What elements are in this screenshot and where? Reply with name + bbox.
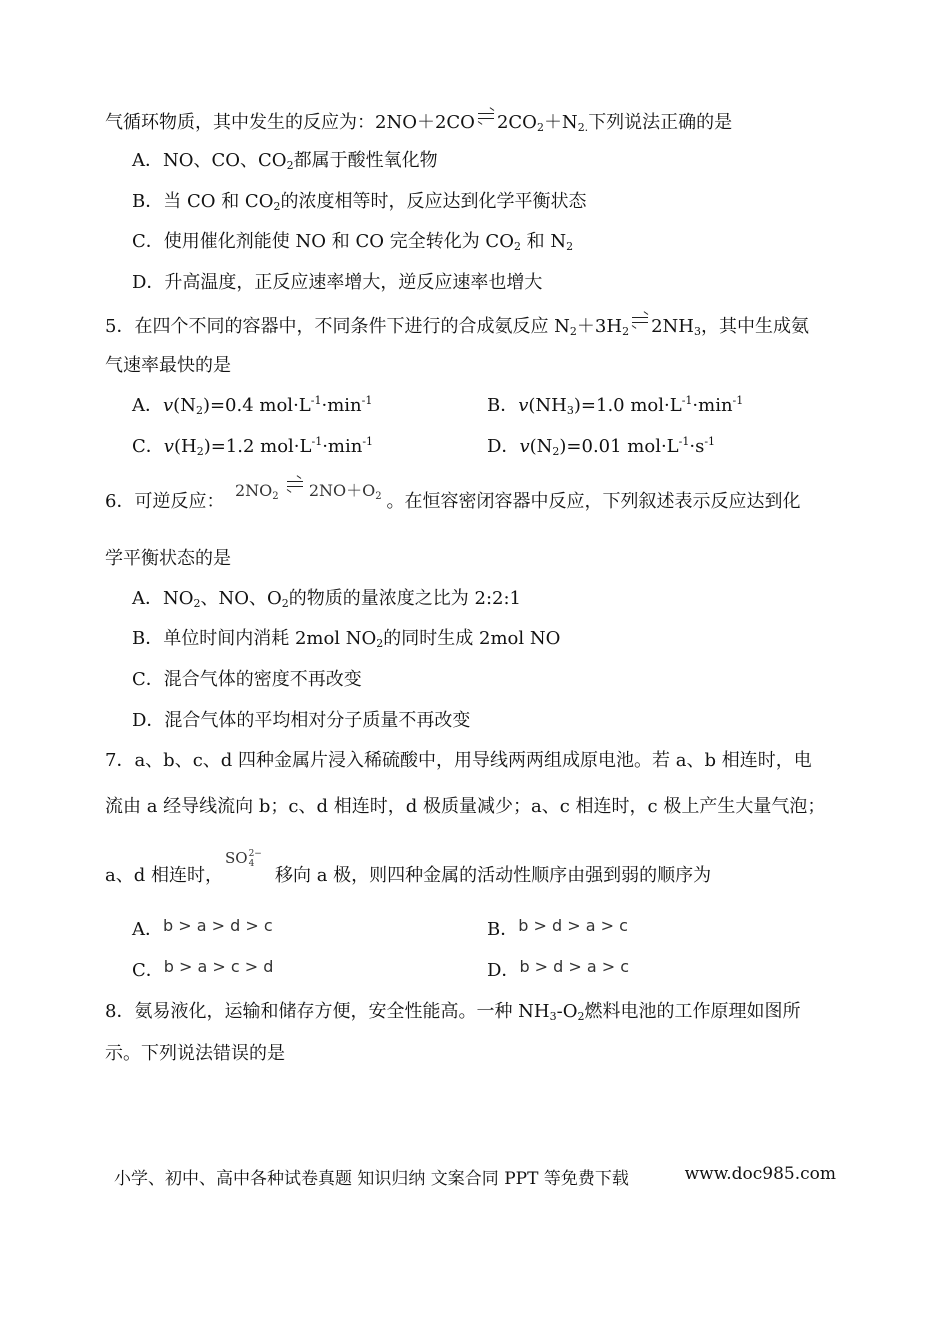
q7-option-a: A．b > a > d > c	[132, 916, 273, 940]
q7-stem-line1: 7．a、b、c、d 四种金属片浸入稀硫酸中，用导线两两组成原电池。若 a、b 相连时，电	[105, 750, 812, 771]
footer-text: 小学、初中、高中各种试卷真题 知识归纳 文案合同 PPT 等免费下载	[114, 1169, 629, 1189]
q5-option-b: B．$v(NH_3)=1.0$ $mol\cdot L^{-1}\cdot\min^{-1}$	[487, 394, 744, 417]
equilibrium-arrow-icon	[629, 312, 651, 330]
page-footer	[114, 1164, 836, 1189]
q7-option-d: D．b > d > a > c	[487, 957, 630, 981]
intro-line: 气循环物质，其中发生的反应为：2NO＋2CO $2CO_2+N_{2.}$下列说法正确的是	[105, 108, 732, 135]
q5-option-d: D．$v(N_2)=0.01$ $mol\cdot L^{-1}\cdot s^{-1}$	[487, 435, 716, 458]
q6-option-a: A．$NO_2$、NO、$O_2$的物质的量浓度之比为 2:2:1	[132, 588, 521, 610]
q5-stem-line2: 气速率最快的是	[105, 355, 231, 376]
footer-link[interactable]: www.doc985.com	[684, 1164, 836, 1184]
q7-stem-line2: 流由 a 经导线流向 b；c、d 相连时，d 极质量减少；a、c 相连时，c 极上产生大量气泡；	[105, 796, 826, 817]
q7-option-b: B．b > d > a > c	[487, 916, 628, 940]
q8-stem-line1: 8．氨易液化，运输和储存方便，安全性能高。一种 $NH_3-O_2$燃料电池的工作原理如图所	[105, 1001, 801, 1023]
q4-option-b: B．当 CO 和 $CO_2$的浓度相等时，反应达到化学平衡状态	[132, 191, 587, 213]
q7-option-c: C．b > a > c > d	[132, 957, 274, 981]
q4-option-c: C．使用催化剂能使 NO 和 CO 完全转化为 $CO_2$ 和 $N_2$	[132, 231, 574, 253]
equilibrium-arrow-icon	[475, 108, 497, 126]
q6-option-d: D．混合气体的平均相对分子质量不再改变	[132, 710, 471, 731]
sulfate-ion-image: SO2− 4	[225, 849, 262, 869]
q5-stem-line1: 5．在四个不同的容器中，不同条件下进行的合成氨反应 $N_2+3H_2$ $2NH_3$，其中生成氨	[105, 312, 809, 339]
q5-option-a: A．$v(N_2)=0.4$ $mol\cdot L^{-1}\cdot\min^{-1}$	[132, 394, 373, 417]
q6-option-b: B．单位时间内消耗 2mol $NO_2$的同时生成 2mol NO	[132, 628, 561, 650]
q6-option-c: C．混合气体的密度不再改变	[132, 669, 362, 690]
q4-option-d: D．升高温度，正反应速率增大，逆反应速率也增大	[132, 272, 543, 293]
q5-option-c: C．$v(H_2)=1.2$ $mol\cdot L^{-1}\cdot\min^{-1}$	[132, 435, 374, 458]
q7-stem-line3: a、d 相连时， 移向 a 极，则四种金属的活动性顺序由强到弱的顺序为	[105, 865, 712, 886]
q6-stem-line2: 学平衡状态的是	[105, 548, 231, 569]
q6-equation-image: $2NO_2$ $2NO+O_2$	[235, 476, 382, 501]
q6-stem-line1: 6．可逆反应： 。在恒容密闭容器中反应，下列叙述表示反应达到化	[105, 491, 801, 512]
q4-option-a: A．NO、CO、$CO_2$都属于酸性氧化物	[132, 150, 438, 172]
q8-stem-line2: 示。下列说法错误的是	[105, 1043, 285, 1064]
